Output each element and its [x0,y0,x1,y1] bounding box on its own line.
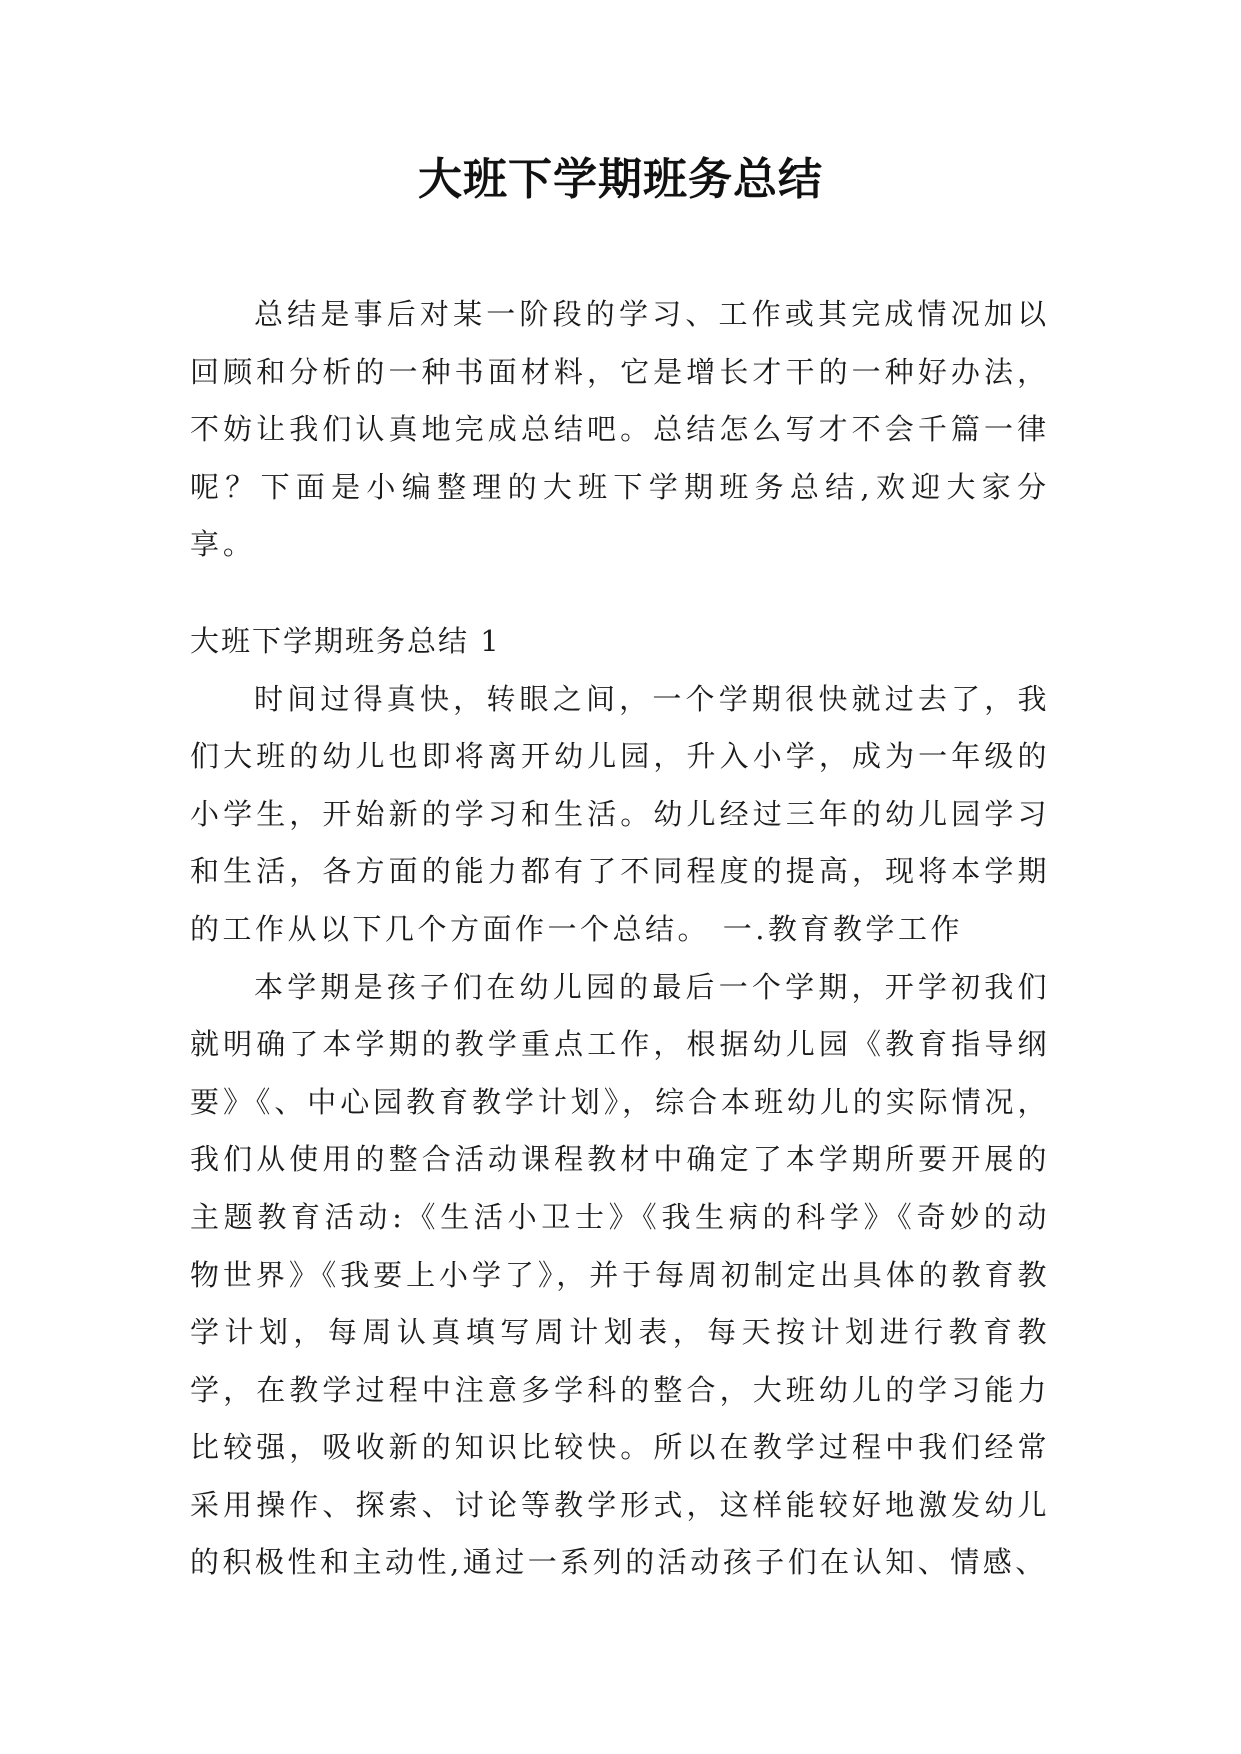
document-body [190,286,1050,1592]
document-title: 大班下学期班务总结 [418,154,823,205]
section-heading: 大班下学期班务总结 1 [190,623,501,658]
intro-paragraph: 总结是事后对某一阶段的学习、工作或其完成情况加以回顾和分析的一种书面材料，它是增长才干的一种好办法，不妨让我们认真地完成总结吧。总结怎么写才不会千篇一律呢？下面是小编整理的大班下学期班务总结,欢迎大家分享。 [190,297,1050,562]
body-paragraph: 时间过得真快，转眼之间，一个学期很快就过去了，我们大班的幼儿也即将离开幼儿园，升入小学，成为一年级的小学生，开始新的学习和生活。幼儿经过三年的幼儿园学习和生活，各方面的能力都有了不同程度的提高，现将本学期的工作从以下几个方面作一个总结。 一.教育教学工作 [190,681,1050,946]
body-paragraph: 本学期是孩子们在幼儿园的最后一个学期，开学初我们就明确了本学期的教学重点工作，根据幼儿园《教育指导纲要》《、中心园教育教学计划》，综合本班幼儿的实际情况，我们从使用的整合活动课程教材中确定了本学期所要开展的主题教育活动:《生活小卫士》《我生病的科学》《奇妙的动物世界》《我要上小学了》，并于每周初制定出具体的教育教学计划，每周认真填写周计划表，每天按计划进行教育教学，在教学过程中注意多学科的整合，大班幼儿的学习能力比较强，吸收新的知识比较快。所以在教学过程中我们经常采用操作、探索、讨论等教学形式，这样能较好地激发幼儿的积极性和主动性,通过一系列的活动孩子们在认知、情感、 [190,969,1050,1580]
